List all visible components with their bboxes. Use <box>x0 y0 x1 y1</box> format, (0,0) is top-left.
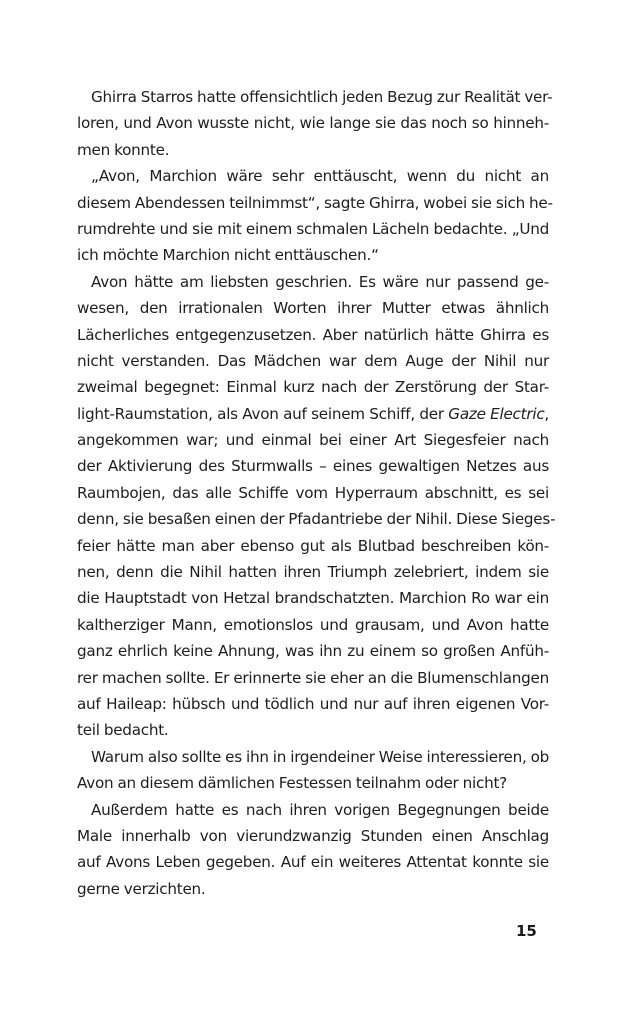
text-line: wesen, den irrationalen Worten ihrer Mutter etwas ähnlich <box>77 299 549 318</box>
text-line: men konnte. <box>77 140 170 159</box>
text-line: teil bedacht. <box>77 721 169 740</box>
text-line: der Aktivierung des Sturmwalls – eines gewaltigen Netzes aus <box>77 457 549 476</box>
text-line: „Avon, Marchion wäre sehr enttäuscht, wenn du nicht an <box>91 167 549 186</box>
text-line: Raumbojen, das alle Schiffe vom Hyperraum abschnitt, es sei <box>77 483 549 502</box>
text-line-with-ship-name <box>77 401 549 427</box>
text-line: zweimal begegnet: Einmal kurz nach der Zerstörung der Star- <box>77 378 549 397</box>
text-line: feier hätte man aber ebenso gut als Blutbad beschreiben kön- <box>77 536 549 555</box>
text-line: denn, sie besaßen einen der Pfadantriebe der Nihil. Diese Sieges- <box>77 510 556 529</box>
text-line: rumdrehte und sie mit einem schmalen Lächeln bedachte. „Und <box>77 219 549 238</box>
text-line: Male innerhalb von vierundzwanzig Stunden einen Anschlag <box>77 826 549 845</box>
text-line: Warum also sollte es ihn in irgendeiner Weise interessieren, ob <box>91 747 550 766</box>
paragraph <box>77 163 553 269</box>
text-line: Ghirra Starros hatte offensichtlich jeden Bezug zur Realität ver- <box>91 88 553 106</box>
text-line: nen, denn die Nihil hatten ihren Triumph zelebriert, indem sie <box>77 563 549 582</box>
page-number: 15 <box>516 922 537 940</box>
text-line: auf Haileap: hübsch und tödlich und nur auf ihren eigenen Vor- <box>77 694 549 713</box>
text-line: diesem Abendessen teilnimmst“, sagte Ghirra, wobei sie sich he- <box>77 193 553 212</box>
text-line: kaltherziger Mann, emotionslos und grausam, und Avon hatte <box>77 615 549 634</box>
book-page-text <box>77 84 556 902</box>
text-line: rer machen sollte. Er erinnerte sie eher an die Blumenschlangen <box>77 668 549 687</box>
text-line: Avon hätte am liebsten geschrien. Es wäre nur passend ge- <box>91 272 549 291</box>
text-line: Außerdem hatte es nach ihren vorigen Begegnungen beide <box>91 800 549 819</box>
text-line: Avon an diesem dämlichen Festessen teilnahm oder nicht? <box>77 774 507 793</box>
paragraph <box>77 84 553 163</box>
text-line: die Hauptstadt von Hetzal brandschatzten. Marchion Ro war ein <box>77 589 549 608</box>
text-line: angekommen war; und einmal bei einer Art Siegesfeier nach <box>77 431 549 450</box>
text-fragment: light-Raumstation, als Avon auf seinem Schiff, der <box>77 404 449 423</box>
text-line: gerne verzichten. <box>77 879 206 898</box>
paragraph <box>77 797 549 903</box>
paragraph <box>77 744 549 797</box>
text-line: ich möchte Marchion nicht enttäuschen.“ <box>77 246 379 265</box>
paragraph <box>77 269 556 744</box>
text-line: auf Avons Leben gegeben. Auf ein weiteres Attentat konnte sie <box>77 853 549 872</box>
text-line: loren, und Avon wusste nicht, wie lange sie das noch so hinneh- <box>77 114 549 133</box>
text-line: nicht verstanden. Das Mädchen war dem Auge der Nihil nur <box>77 351 549 370</box>
text-fragment: , <box>544 404 549 423</box>
text-line: ganz ehrlich keine Ahnung, was ihn zu einem so großen Anfüh- <box>77 642 549 661</box>
text-line: Lächerliches entgegenzusetzen. Aber natürlich hätte Ghirra es <box>77 325 549 344</box>
ship-name-italic: Gaze Electric <box>448 404 545 423</box>
